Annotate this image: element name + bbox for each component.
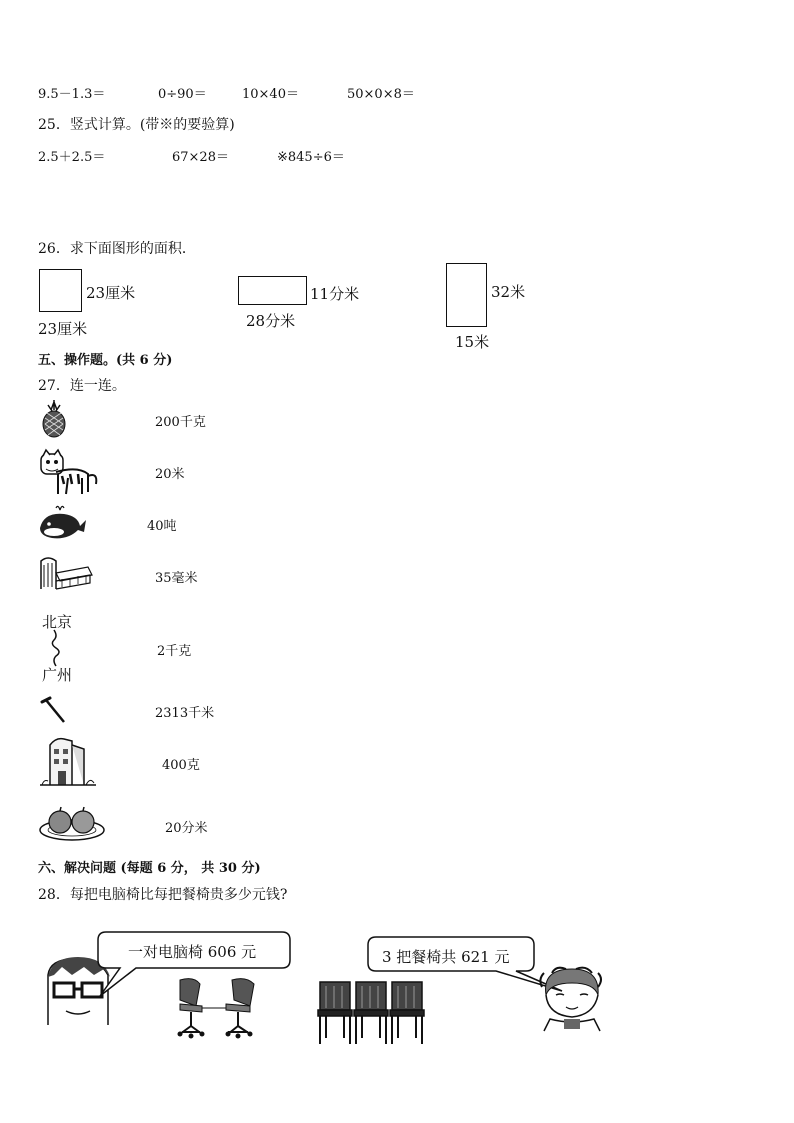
pineapple-icon: [38, 400, 70, 438]
match-label[interactable]: 200千克: [155, 415, 206, 430]
question-28-title: 28．每把电脑椅比每把餐椅贵多少元钱?: [38, 887, 288, 903]
match-label[interactable]: 2313千米: [155, 706, 215, 721]
map-label-beijing: 北京: [42, 613, 73, 631]
beijing-guangzhou-map-icon: [42, 630, 82, 666]
rectangle-shape-wide: [238, 276, 307, 305]
bubble-right-text: 3 把餐椅共 621 元: [382, 948, 510, 966]
square-side-label: 23厘米: [86, 284, 136, 302]
rectangle-bottom-label: 28分米: [246, 312, 296, 330]
match-label[interactable]: 20分米: [165, 821, 208, 836]
match-label[interactable]: 40吨: [147, 519, 177, 534]
bubble-left-text: 一对电脑椅 606 元: [128, 943, 257, 961]
tall-rectangle-side-label: 32米: [491, 283, 526, 301]
tall-rectangle-bottom-label: 15米: [455, 333, 490, 351]
square-shape: [39, 269, 82, 312]
calc-item: 9.5－1.3＝: [38, 87, 106, 102]
whale-icon: [38, 502, 88, 542]
office-chairs-icon: [172, 976, 262, 1040]
calc-item: 10×40＝: [242, 87, 299, 102]
building-icon: [38, 735, 98, 787]
section-6-title: 六、解决问题 (每题 6 分， 共 30 分): [38, 861, 261, 876]
calc-item: 0÷90＝: [158, 87, 207, 102]
woman-icon: [536, 965, 606, 1031]
fruit-plate-icon: [38, 804, 106, 844]
question-26-title: 26．求下面图形的面积．: [38, 241, 196, 257]
vertical-calc-item: 67×28＝: [172, 150, 229, 165]
match-label[interactable]: 35毫米: [155, 571, 198, 586]
tiger-icon: [38, 448, 100, 498]
rectangle-shape-tall: [446, 263, 487, 327]
square-bottom-label: 23厘米: [38, 320, 88, 338]
bed-icon: [38, 553, 94, 593]
calc-item: 50×0×8＝: [347, 87, 415, 102]
rectangle-side-label: 11分米: [310, 285, 360, 303]
vertical-calc-item: 2.5＋2.5＝: [38, 150, 106, 165]
question-27-title: 27．连一连。: [38, 378, 126, 394]
map-label-guangzhou: 广州: [42, 666, 73, 684]
match-label[interactable]: 400克: [162, 758, 200, 773]
match-label[interactable]: 2千克: [157, 644, 192, 659]
match-label[interactable]: 20米: [155, 467, 185, 482]
nail-icon: [40, 696, 70, 726]
question-25-title: 25．竖式计算。(带※的要验算): [38, 117, 235, 133]
vertical-calc-item: ※845÷6＝: [277, 150, 345, 165]
section-5-title: 五、操作题。(共 6 分): [38, 353, 173, 368]
